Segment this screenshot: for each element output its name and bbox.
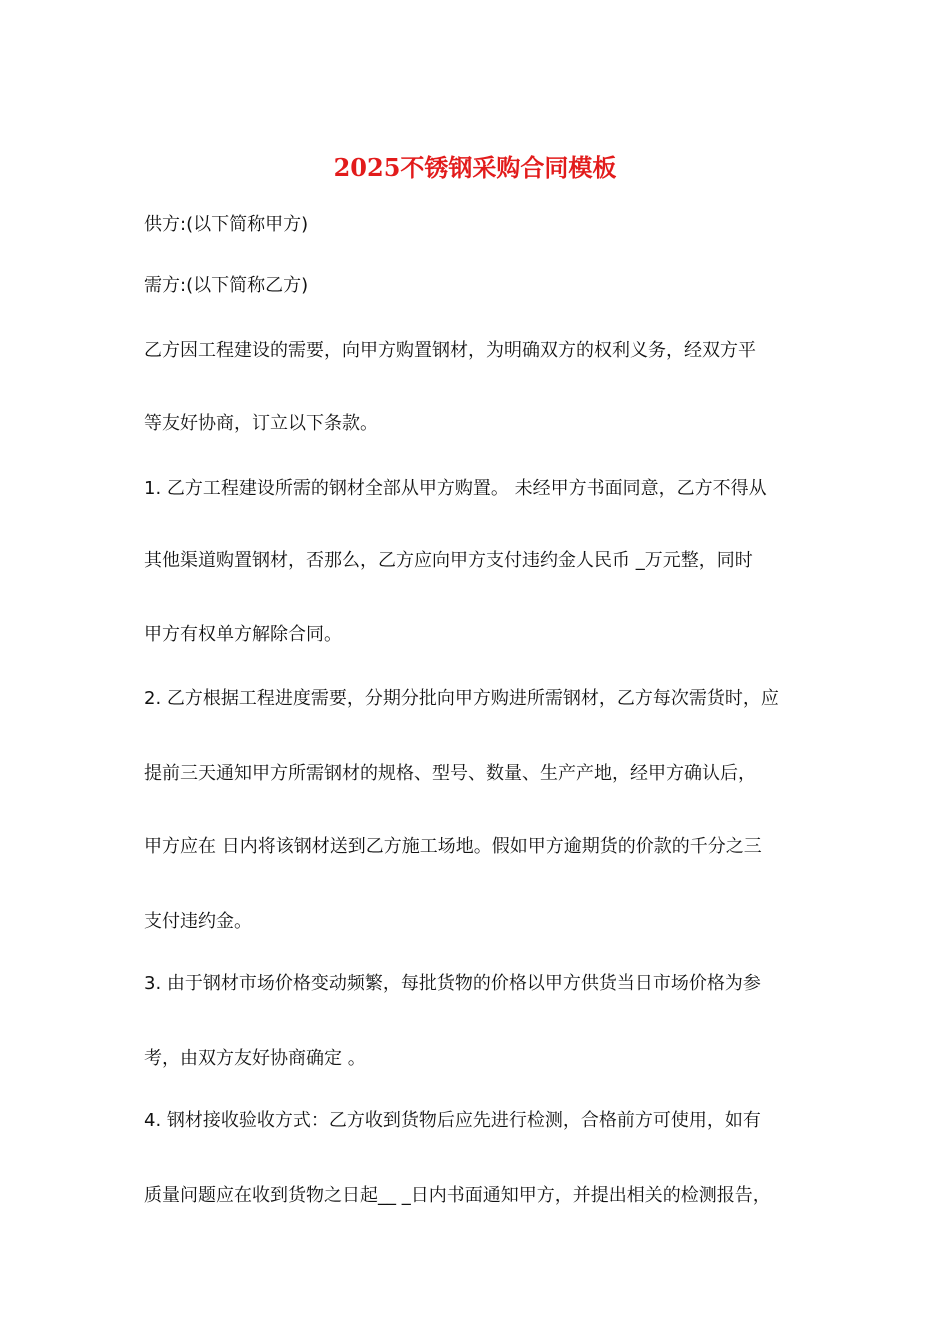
clause-1-line-3: 甲方有权单方解除合同。 <box>144 624 342 645</box>
buyer-line: 需方:(以下简称乙方) <box>144 275 309 296</box>
intro-line-1: 乙方因工程建设的需要，向甲方购置钢材，为明确双方的权利义务，经双方平 <box>144 340 756 361</box>
clause-2-line-3: 甲方应在 日内将该钢材送到乙方施工场地。假如甲方逾期货的价款的千分之三 <box>144 836 762 857</box>
intro-line-2: 等友好协商，订立以下条款。 <box>144 413 378 434</box>
clause-1-line-1: 1. 乙方工程建设所需的钢材全部从甲方购置。 未经甲方书面同意，乙方不得从 <box>144 478 767 499</box>
clause-2-line-1: 2. 乙方根据工程进度需要，分期分批向甲方购进所需钢材，乙方每次需货时，应 <box>144 688 779 709</box>
clause-3-line-2: 考，由双方友好协商确定 。 <box>144 1048 366 1069</box>
clause-1-line-2: 其他渠道购置钢材，否那么，乙方应向甲方支付违约金人民币 _万元整，同时 <box>144 550 753 571</box>
document-title: 2025不锈钢采购合同模板 <box>333 153 617 182</box>
supplier-line: 供方:(以下简称甲方) <box>144 214 309 235</box>
clause-2-line-4: 支付违约金。 <box>144 911 252 932</box>
clause-4-line-2: 质量问题应在收到货物之日起__ _日内书面通知甲方，并提出相关的检测报告， <box>144 1185 771 1206</box>
clause-4-line-1: 4. 钢材接收验收方式：乙方收到货物后应先进行检测，合格前方可使用，如有 <box>144 1110 761 1131</box>
clause-2-line-2: 提前三天通知甲方所需钢材的规格、型号、数量、生产产地，经甲方确认后， <box>144 763 756 784</box>
clause-3-line-1: 3. 由于钢材市场价格变动频繁，每批货物的价格以甲方供货当日市场价格为参 <box>144 973 761 994</box>
